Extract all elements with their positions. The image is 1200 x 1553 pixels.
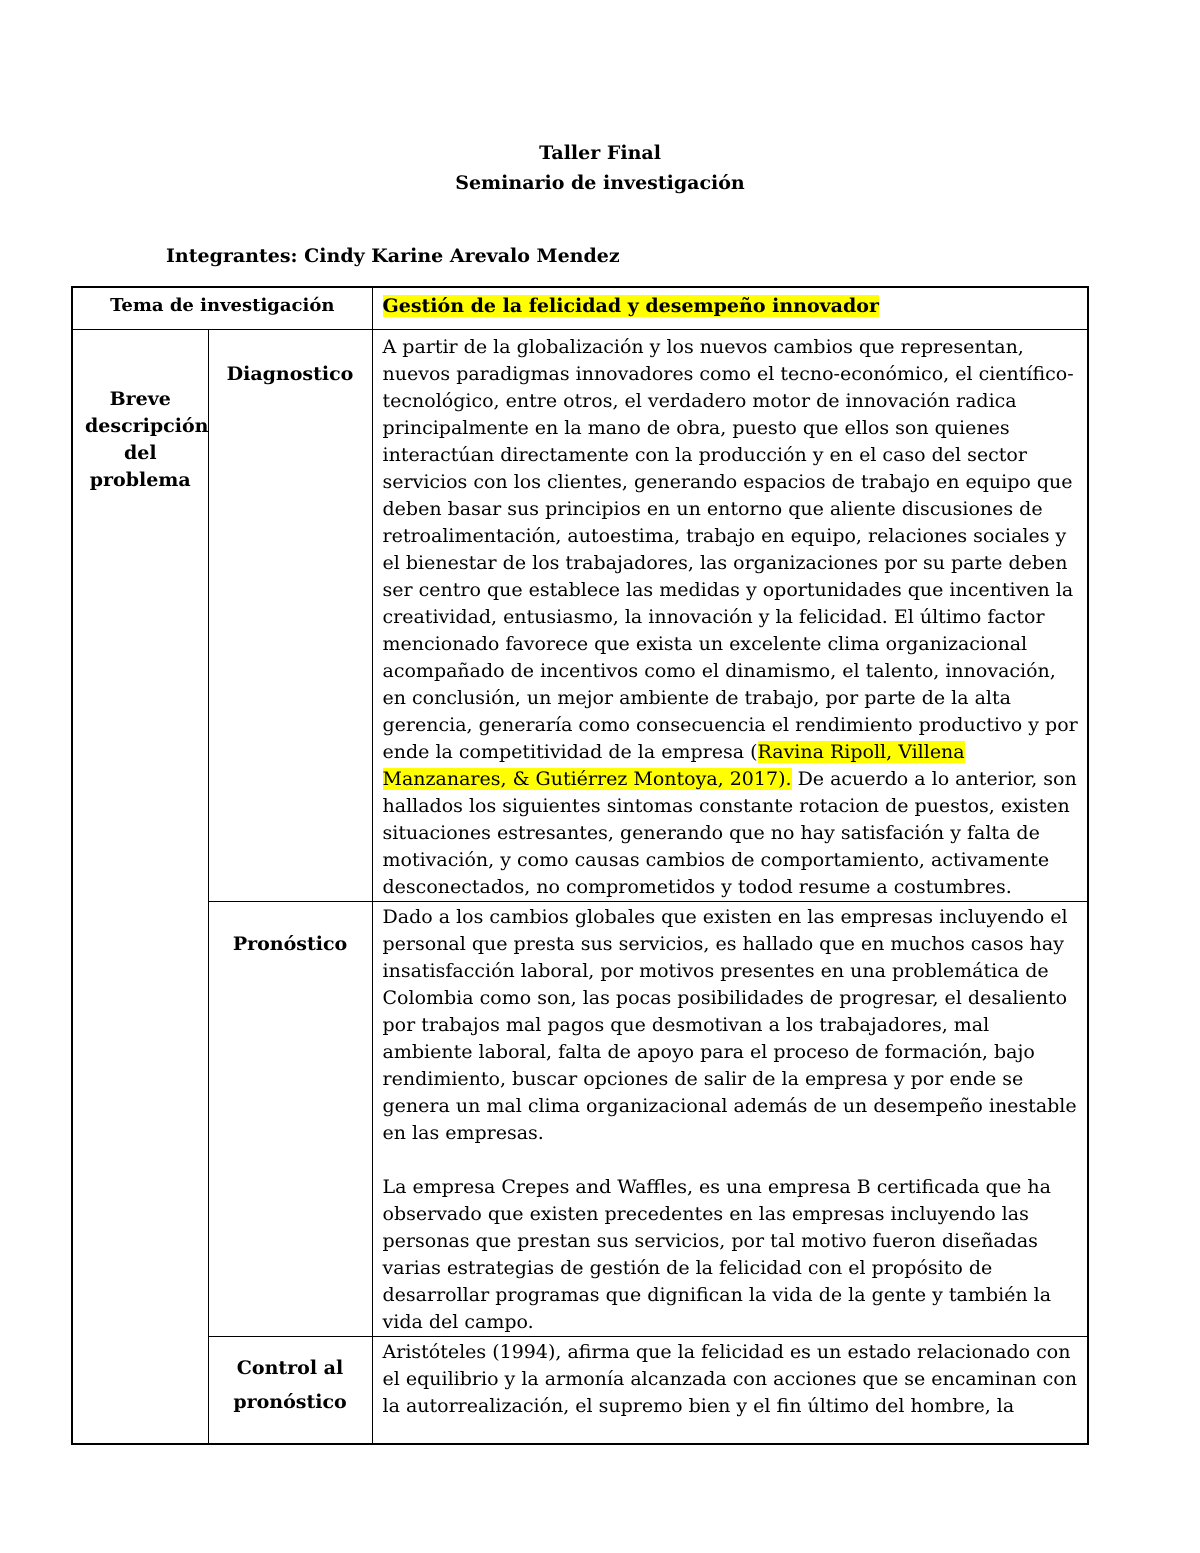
- pronostico-label: Pronóstico: [232, 933, 348, 955]
- document-title: Taller Final: [539, 142, 661, 164]
- diagnostico-label-cell: [208, 330, 372, 902]
- pronostico-label-cell: [208, 902, 372, 1337]
- tema-row: [72, 287, 1088, 330]
- side-label: Breve descripción del problema: [85, 388, 209, 491]
- control-text-cell: [372, 1337, 1088, 1445]
- diagnostico-row: [72, 330, 1088, 902]
- pronostico-row: [72, 902, 1088, 1337]
- pronostico-text-cell: [372, 902, 1088, 1337]
- tema-value: Gestión de la felicidad y desempeño innovador: [382, 295, 879, 317]
- tema-value-cell: [372, 287, 1088, 330]
- diagnostico-text-before: A partir de la globalización y los nuevos cambios que representan, nuevos paradigmas innovadores como el tecno-económico, el científico-tecnológico, entre otros, el verdadero motor de innovación radica principalmente en la mano de obra, puesto que ellos son quienes interactúan directamente con la producción y en el caso del sector servicios con los clientes, generando espacios de trabajo en equipo que deben basar sus principios en un entorno que aliente discusiones de retroalimentación, autoestima, trabajo en equipo, relaciones sociales y el bienestar de los trabajadores, las organizaciones por su parte deben ser centro que establece las medidas y oportunidades que incentiven la creatividad, entusiasmo, la innovación y la felicidad. El último factor mencionado favorece que exista un excelente clima organizacional acompañado de incentivos como el dinamismo, el talento, innovación, en conclusión, un mejor ambiente de trabajo, por parte de la alta gerencia, generaría como consecuencia el rendimiento productivo y por ende la competitividad de la empresa (: [382, 336, 1078, 763]
- diagnostico-text-cell: [372, 330, 1088, 902]
- control-paragraph: Aristóteles (1994), afirma que la felicidad es un estado relacionado con el equilibrio y la armonía alcanzada con acciones que se encaminan con la autorrealización, el supremo bien y el fin último del hombre, la: [382, 1341, 1077, 1417]
- paragraph-gap: [383, 1147, 1080, 1174]
- diagnostico-paragraph: [383, 334, 1080, 901]
- diagnostico-label: Diagnostico: [226, 363, 354, 385]
- side-label-cell: [72, 330, 208, 1445]
- control-row: [72, 1337, 1088, 1445]
- diagnostico-text-after: De acuerdo a lo anterior, son hallados los siguientes sintomas constante rotacion de puestos, existen situaciones estresantes, generando que no hay satisfación y falta de motivación, y como causas cambios de comportamiento, activamente desconectados, no comprometidos y todod resume a costumbres.: [382, 768, 1077, 898]
- control-label-cell: [208, 1337, 372, 1445]
- pronostico-paragraph-2: La empresa Crepes and Waffles, es una empresa B certificada que ha observado que existen precedentes en las empresas incluyendo las personas que prestan sus servicios, por tal motivo fueron diseñadas varias estrategias de gestión de la felicidad con el propósito de desarrollar programas que dignifican la vida de la gente y también la vida del campo.: [382, 1176, 1052, 1333]
- members-line: Integrantes: Cindy Karine Arevalo Mendez: [166, 245, 620, 267]
- control-label: Control al pronóstico: [233, 1357, 347, 1413]
- document-subtitle: Seminario de investigación: [455, 172, 745, 194]
- diagnostico-citation: Ravina Ripoll, Villena Manzanares, & Gutiérrez Montoya, 2017).: [382, 741, 965, 790]
- tema-label: Tema de investigación: [110, 295, 335, 316]
- tema-label-cell: [72, 287, 372, 330]
- research-table: [71, 286, 1089, 1445]
- pronostico-paragraph-1: Dado a los cambios globales que existen en las empresas incluyendo el personal que presta sus servicios, es hallado que en muchos casos hay insatisfacción laboral, por motivos presentes en una problemática de Colombia como son, las pocas posibilidades de progresar, el desaliento por trabajos mal pagos que desmotivan a los trabajadores, mal ambiente laboral, falta de apoyo para el proceso de formación, bajo rendimiento, buscar opciones de salir de la empresa y por ende se genera un mal clima organizacional además de un desempeño inestable en las empresas.: [382, 906, 1077, 1144]
